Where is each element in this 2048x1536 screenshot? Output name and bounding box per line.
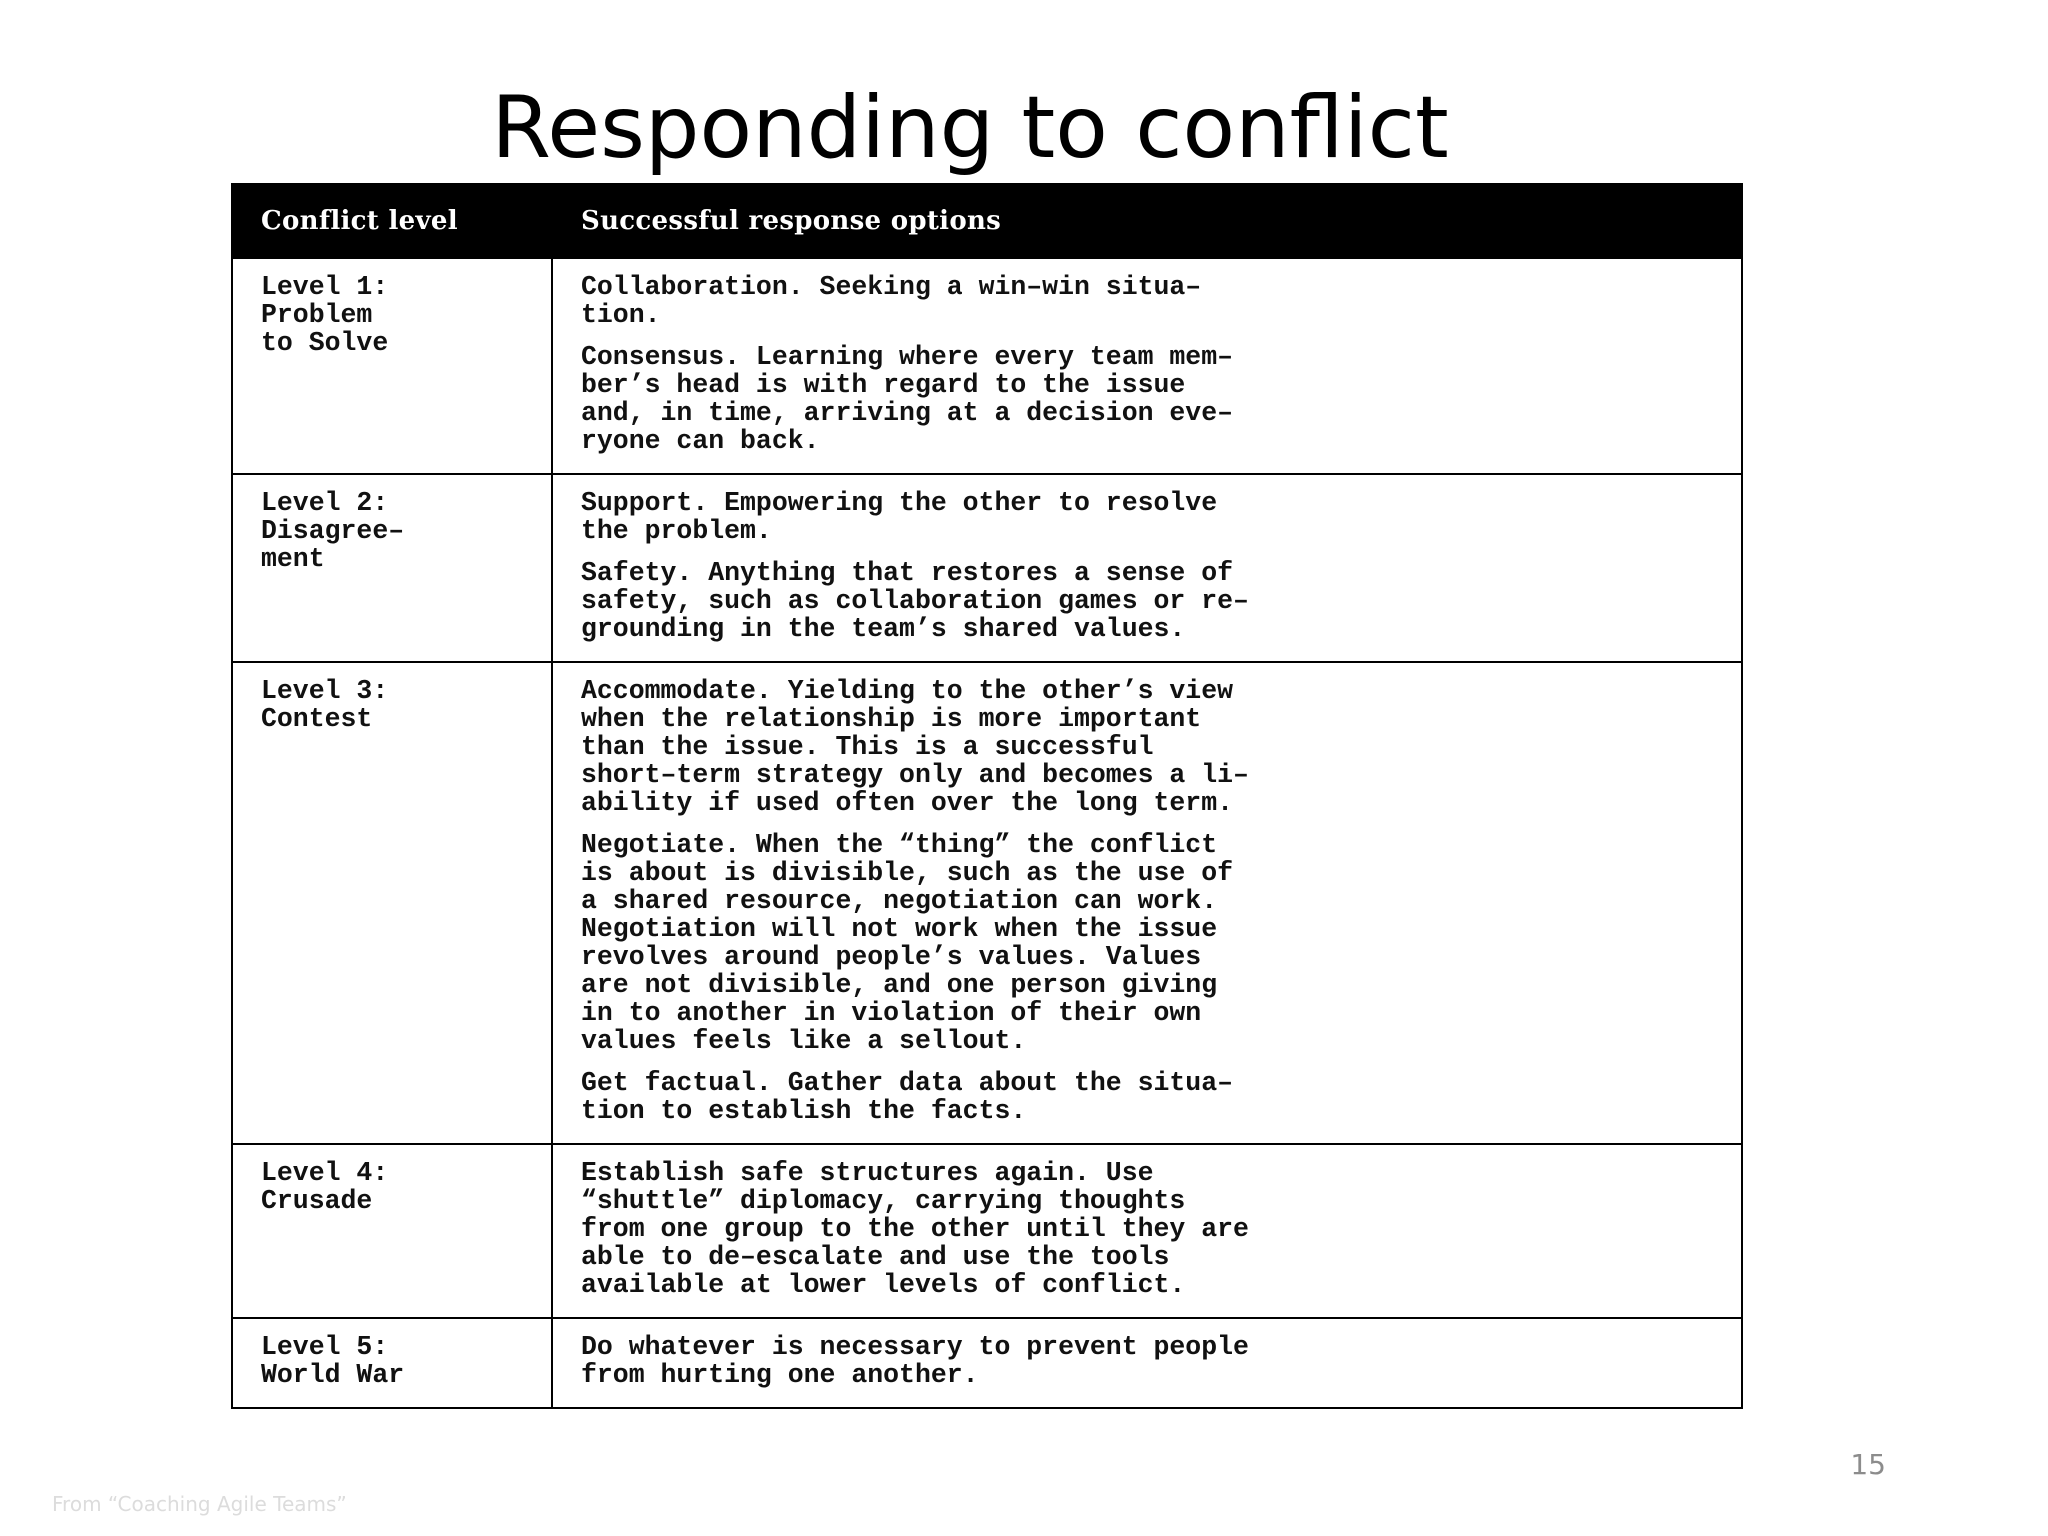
level-cell: Level 5: World War [232,1318,552,1408]
table-row [232,1318,1742,1408]
level-cell: Level 4: Crusade [232,1144,552,1318]
response-option: Consensus. Learning where every team mem– ber’s head is with regard to the issue and, in time, arriving at a decision eve– ryone can back. [581,342,1234,456]
level-cell: Level 1: Problem to Solve [232,258,552,474]
level-cell: Level 3: Contest [232,662,552,1144]
source-note: From “Coaching Agile Teams” [52,1492,347,1516]
slide-title: Responding to conflict [491,78,1449,178]
response-option: Get factual. Gather data about the situa– tion to establish the facts. [581,1068,1234,1126]
response-option: Support. Empowering the other to resolve the problem. [581,488,1218,546]
options-cell [552,1318,1742,1408]
response-option: Accommodate. Yielding to the other’s view when the relationship is more important than the issue. This is a successful short–term strategy only and becomes a li– ability if used often over the long term. [581,676,1249,818]
table-header-row [232,184,1742,258]
response-option: Collaboration. Seeking a win–win situa– tion. [581,272,1202,330]
response-option: Establish safe structures again. Use “shuttle” diplomacy, carrying thoughts from one group to the other until they are able to de–escalate and use the tools available at lower levels of conflict. [581,1158,1249,1300]
table-row [232,474,1742,662]
response-option: Negotiate. When the “thing” the conflict is about is divisible, such as the use of a shared resource, negotiation can work. Negotiation will not work when the issue revolves around people’s values. Values are not divisible, and one person giving in to another in violation of their own values feels like a sellout. [581,830,1234,1056]
response-option: Safety. Anything that restores a sense of safety, such as collaboration games or re– grounding in the team’s shared values. [581,558,1249,644]
options-cell [552,474,1742,662]
header-response-options: Successful response options [552,184,1742,258]
header-conflict-level: Conflict level [232,184,552,258]
page-number: 15 [1850,1448,1886,1481]
table-row [232,1144,1742,1318]
table-row [232,662,1742,1144]
options-cell [552,1144,1742,1318]
response-option: Do whatever is necessary to prevent people from hurting one another. [581,1332,1249,1390]
table-row [232,258,1742,474]
options-cell [552,662,1742,1144]
options-cell [552,258,1742,474]
conflict-response-table [231,183,1743,1409]
level-cell: Level 2: Disagree– ment [232,474,552,662]
